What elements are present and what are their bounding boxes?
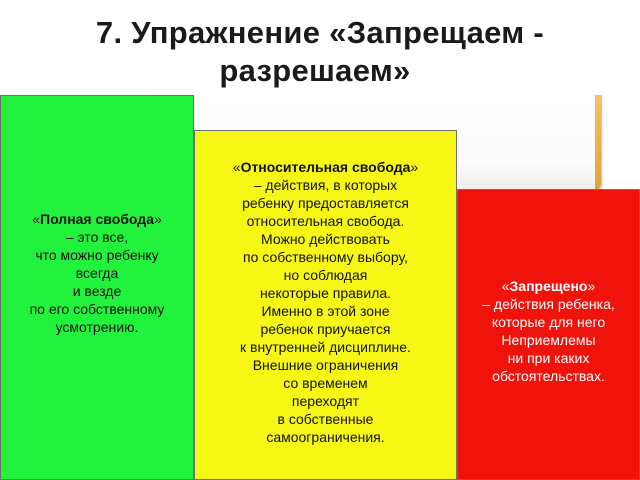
relative-freedom-line: некоторые правила.	[259, 285, 392, 301]
relative-freedom-line: в собственные	[277, 411, 374, 427]
forbidden-line: которые для него	[491, 313, 606, 330]
full-freedom-box	[0, 95, 194, 480]
relative-freedom-heading: «Относительная свобода»	[232, 159, 419, 175]
panel-accent-stripe	[595, 95, 601, 190]
full-freedom-line: по его собственному	[29, 300, 165, 317]
relative-freedom-line: ребенку предоставляется	[242, 195, 409, 211]
title-line-2: разрешаем»	[219, 53, 411, 88]
relative-freedom-line: Именно в этой зоне	[261, 303, 390, 319]
relative-freedom-line: – действия, в которых	[253, 177, 398, 193]
slide-title	[0, 14, 640, 90]
full-freedom-line: усмотрению.	[55, 318, 139, 335]
relative-freedom-line: по собственному выбору,	[243, 249, 408, 265]
full-freedom-text	[30, 210, 165, 336]
forbidden-line: обстоятельствах.	[492, 367, 605, 384]
relative-freedom-line: переходят	[291, 393, 360, 409]
full-freedom-line: всегда	[75, 264, 119, 281]
full-freedom-line: что можно ребенку	[35, 246, 159, 263]
relative-freedom-line: Внешние ограничения	[252, 357, 399, 373]
relative-freedom-line: Можно действовать	[261, 231, 390, 247]
full-freedom-heading: «Полная свобода»	[32, 210, 162, 227]
relative-freedom-line: относительная свобода.	[246, 213, 405, 229]
relative-freedom-line: но соблюдая	[283, 267, 368, 283]
relative-freedom-line: ребенок приучается	[260, 321, 391, 337]
forbidden-line: – действия ребенка,	[482, 295, 615, 312]
relative-freedom-text	[233, 158, 418, 446]
relative-freedom-line: к внутренней дисциплине.	[240, 339, 411, 355]
relative-freedom-box	[194, 130, 457, 480]
forbidden-box	[457, 189, 640, 480]
forbidden-line: ни при каких	[507, 349, 590, 366]
relative-freedom-line: со временем	[283, 375, 368, 391]
forbidden-heading: «Запрещено»	[501, 277, 596, 294]
full-freedom-line: и везде	[72, 282, 122, 299]
relative-freedom-line: самоограничения.	[266, 429, 385, 445]
forbidden-text	[482, 277, 615, 385]
full-freedom-line: – это все,	[65, 228, 129, 245]
forbidden-line: Неприемлемы	[501, 331, 596, 348]
title-line-1: 7. Упражнение «Запрещаем -	[95, 15, 545, 50]
